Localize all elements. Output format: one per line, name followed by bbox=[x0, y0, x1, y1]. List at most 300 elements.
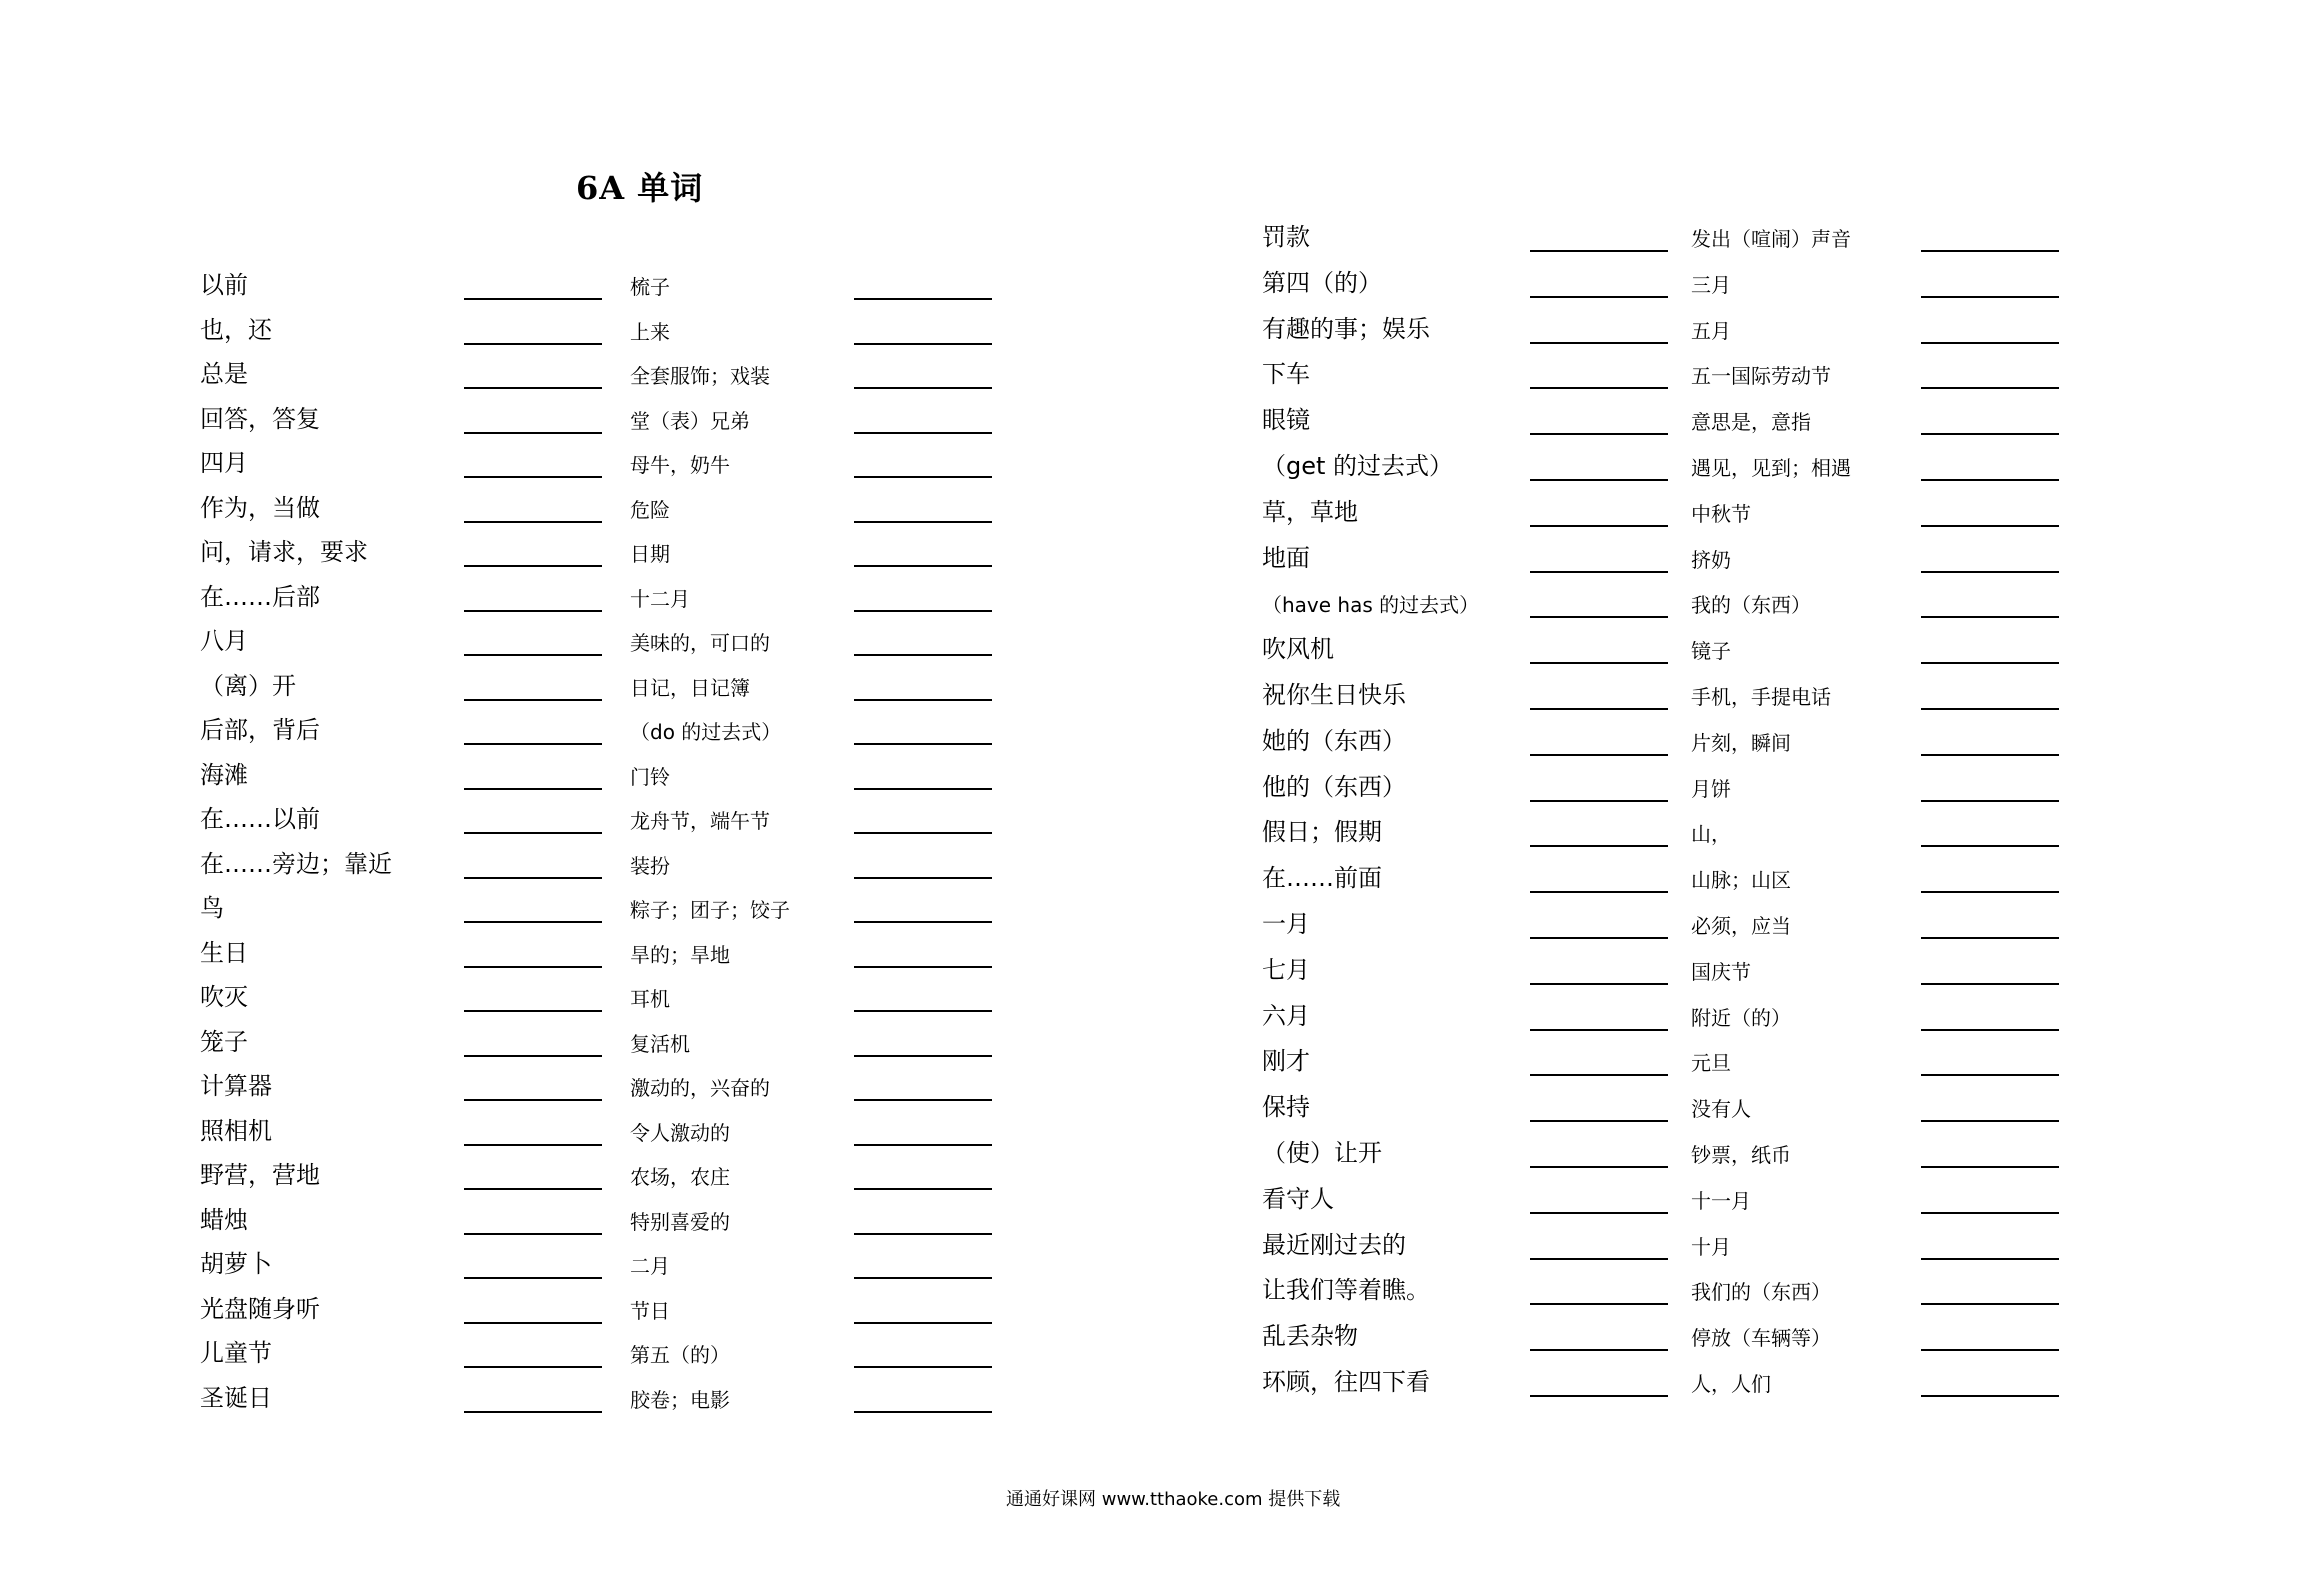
answer-blank[interactable] bbox=[854, 743, 992, 745]
answer-blank[interactable] bbox=[1530, 1395, 1668, 1397]
vocab-row bbox=[630, 934, 992, 978]
vocab-row bbox=[1262, 447, 1668, 491]
vocab-meaning: 复活机 bbox=[630, 1031, 690, 1056]
vocab-row bbox=[630, 1245, 992, 1289]
vocab-meaning: 儿童节 bbox=[200, 1339, 272, 1367]
vocab-meaning: 元旦 bbox=[1691, 1051, 1731, 1076]
vocab-row bbox=[630, 266, 992, 310]
vocab-meaning: 第四（的） bbox=[1262, 268, 1382, 297]
answer-blank[interactable] bbox=[464, 298, 602, 300]
answer-blank[interactable] bbox=[464, 1411, 602, 1413]
vocab-row bbox=[630, 444, 992, 488]
answer-blank[interactable] bbox=[854, 654, 992, 656]
answer-blank[interactable] bbox=[1921, 342, 2059, 344]
vocab-meaning: 她的（东西） bbox=[1262, 726, 1406, 755]
footer-credit: 通通好课网 www.tthaoke.com 提供下载 bbox=[1006, 1489, 1341, 1510]
vocab-meaning: 日记，日记簿 bbox=[630, 675, 750, 700]
vocab-row bbox=[200, 1334, 602, 1378]
vocab-meaning: 没有人 bbox=[1691, 1097, 1751, 1122]
vocab-row bbox=[1262, 722, 1668, 766]
vocab-row bbox=[200, 1245, 602, 1289]
vocab-row bbox=[1262, 1363, 1668, 1407]
vocab-meaning: 龙舟节，端午节 bbox=[630, 809, 770, 833]
vocab-meaning: 发出（喧闹）声音 bbox=[1691, 227, 1851, 251]
vocab-row bbox=[1691, 264, 2059, 308]
vocab-row bbox=[1262, 905, 1668, 949]
vocab-meaning: 保持 bbox=[1262, 1093, 1310, 1122]
answer-blank[interactable] bbox=[464, 654, 602, 656]
vocab-row bbox=[200, 444, 602, 488]
vocab-row bbox=[1262, 1180, 1668, 1224]
answer-blank[interactable] bbox=[854, 1144, 992, 1146]
vocab-meaning: 吹风机 bbox=[1262, 635, 1334, 664]
vocab-row bbox=[630, 845, 992, 889]
vocab-row bbox=[200, 533, 602, 577]
vocab-meaning: 山， bbox=[1691, 822, 1731, 847]
vocab-meaning: 眼镜 bbox=[1262, 406, 1310, 435]
answer-blank[interactable] bbox=[464, 565, 602, 567]
vocab-row bbox=[1691, 676, 2059, 720]
answer-blank[interactable] bbox=[1530, 1166, 1668, 1168]
vocab-meaning: 也，还 bbox=[200, 315, 272, 344]
vocab-meaning: 五月 bbox=[1691, 318, 1731, 343]
vocab-meaning: 危险 bbox=[630, 497, 670, 522]
vocab-meaning: 月饼 bbox=[1691, 776, 1731, 801]
vocab-row bbox=[1691, 1363, 2059, 1407]
vocab-meaning: 计算器 bbox=[200, 1072, 272, 1100]
vocab-row bbox=[630, 622, 992, 666]
vocab-meaning: 我的（东西） bbox=[1691, 593, 1811, 618]
vocab-row bbox=[1691, 1271, 2059, 1315]
vocab-meaning: 钞票，纸币 bbox=[1691, 1143, 1791, 1167]
vocab-row bbox=[200, 311, 602, 355]
vocab-meaning: 生日 bbox=[200, 938, 248, 967]
vocab-row bbox=[200, 756, 602, 800]
answer-blank[interactable] bbox=[1530, 1349, 1668, 1351]
vocab-row bbox=[1691, 1180, 2059, 1224]
answer-blank[interactable] bbox=[1530, 1029, 1668, 1031]
vocab-meaning: 全套服饰；戏装 bbox=[630, 364, 770, 388]
vocab-row bbox=[1262, 1134, 1668, 1178]
vocab-meaning: 十月 bbox=[1691, 1234, 1731, 1259]
vocab-row bbox=[1262, 401, 1668, 445]
vocab-row bbox=[200, 889, 602, 933]
vocab-row bbox=[1262, 630, 1668, 674]
vocab-row bbox=[1691, 447, 2059, 491]
answer-blank[interactable] bbox=[854, 1322, 992, 1324]
answer-blank[interactable] bbox=[1921, 1074, 2059, 1076]
vocab-meaning: 照相机 bbox=[200, 1116, 272, 1145]
vocab-row bbox=[200, 400, 602, 444]
vocab-meaning: 附近（的） bbox=[1691, 1005, 1791, 1030]
answer-blank[interactable] bbox=[1530, 708, 1668, 710]
vocab-meaning: 作为，当做 bbox=[200, 493, 320, 522]
vocab-meaning: 镜子 bbox=[1691, 639, 1731, 664]
vocab-row bbox=[630, 400, 992, 444]
vocab-row bbox=[630, 1379, 992, 1423]
answer-blank[interactable] bbox=[1530, 937, 1668, 939]
vocab-row bbox=[200, 1112, 602, 1156]
answer-blank[interactable] bbox=[464, 1322, 602, 1324]
vocab-meaning: 胡萝卜 bbox=[200, 1250, 272, 1278]
answer-blank[interactable] bbox=[854, 1055, 992, 1057]
vocab-row bbox=[200, 489, 602, 533]
vocab-row bbox=[1691, 584, 2059, 628]
answer-blank[interactable] bbox=[854, 610, 992, 612]
answer-blank[interactable] bbox=[1921, 1212, 2059, 1214]
answer-blank[interactable] bbox=[854, 565, 992, 567]
vocab-row bbox=[1262, 1042, 1668, 1086]
vocab-row bbox=[1262, 218, 1668, 262]
vocab-row bbox=[630, 489, 992, 533]
answer-blank[interactable] bbox=[1921, 891, 2059, 893]
answer-blank[interactable] bbox=[464, 1010, 602, 1012]
answer-blank[interactable] bbox=[854, 699, 992, 701]
vocab-row bbox=[1691, 951, 2059, 995]
vocab-row bbox=[200, 1379, 602, 1423]
answer-blank[interactable] bbox=[854, 1233, 992, 1235]
vocab-row bbox=[1691, 493, 2059, 537]
answer-blank[interactable] bbox=[1921, 1349, 2059, 1351]
vocab-row bbox=[200, 934, 602, 978]
vocab-meaning: 以前 bbox=[200, 271, 248, 299]
vocab-row bbox=[200, 355, 602, 399]
answer-blank[interactable] bbox=[854, 832, 992, 834]
vocab-meaning: 装扮 bbox=[630, 853, 670, 878]
answer-blank[interactable] bbox=[854, 966, 992, 968]
vocab-meaning: 鸟 bbox=[200, 894, 224, 922]
answer-blank[interactable] bbox=[1921, 525, 2059, 527]
vocab-meaning: （离）开 bbox=[200, 671, 296, 700]
answer-blank[interactable] bbox=[1921, 296, 2059, 298]
vocab-meaning: 在……后部 bbox=[200, 582, 320, 611]
vocab-meaning: 六月 bbox=[1262, 1001, 1310, 1030]
vocab-meaning: 门铃 bbox=[630, 764, 670, 789]
vocab-row bbox=[630, 756, 992, 800]
vocab-row bbox=[200, 578, 602, 622]
vocab-meaning: 问，请求，要求 bbox=[200, 538, 368, 566]
vocab-meaning: 停放（车辆等） bbox=[1691, 1326, 1831, 1351]
answer-blank[interactable] bbox=[464, 476, 602, 478]
answer-blank[interactable] bbox=[854, 1010, 992, 1012]
vocab-meaning: 第五（的） bbox=[630, 1343, 730, 1367]
vocab-meaning: 假日；假期 bbox=[1262, 818, 1382, 847]
vocab-meaning: 最近刚过去的 bbox=[1262, 1230, 1406, 1259]
vocab-meaning: 罚款 bbox=[1262, 223, 1310, 251]
vocab-row bbox=[200, 978, 602, 1022]
vocab-row bbox=[630, 978, 992, 1022]
answer-blank[interactable] bbox=[854, 1277, 992, 1279]
vocab-row bbox=[1691, 218, 2059, 262]
answer-blank[interactable] bbox=[1921, 662, 2059, 664]
vocab-row bbox=[1691, 997, 2059, 1041]
vocab-meaning: 他的（东西） bbox=[1262, 772, 1406, 801]
vocab-meaning: （使）让开 bbox=[1262, 1139, 1382, 1167]
answer-blank[interactable] bbox=[1530, 250, 1668, 252]
vocab-row bbox=[630, 578, 992, 622]
vocab-row bbox=[1691, 401, 2059, 445]
vocab-meaning: 后部，背后 bbox=[200, 716, 320, 744]
vocab-meaning: 圣诞日 bbox=[200, 1383, 272, 1412]
vocab-meaning: 我们的（东西） bbox=[1691, 1280, 1831, 1305]
vocab-row bbox=[1262, 1088, 1668, 1132]
vocab-row bbox=[1262, 859, 1668, 903]
answer-blank[interactable] bbox=[1921, 845, 2059, 847]
vocab-meaning: 山脉；山区 bbox=[1691, 868, 1791, 893]
vocab-meaning: 节日 bbox=[630, 1298, 670, 1323]
vocab-meaning: 十一月 bbox=[1691, 1188, 1751, 1213]
vocab-meaning: 一月 bbox=[1262, 910, 1310, 938]
answer-blank[interactable] bbox=[464, 343, 602, 345]
vocab-meaning: 总是 bbox=[200, 360, 248, 388]
vocab-row bbox=[1691, 1134, 2059, 1178]
vocab-row bbox=[1262, 768, 1668, 812]
vocab-row bbox=[630, 533, 992, 577]
vocab-meaning: 耳机 bbox=[630, 987, 670, 1011]
answer-blank[interactable] bbox=[1530, 1120, 1668, 1122]
vocab-row bbox=[200, 800, 602, 844]
page-title: 6A 单词 bbox=[576, 169, 704, 207]
vocab-meaning: 在……旁边；靠近 bbox=[200, 849, 392, 878]
answer-blank[interactable] bbox=[1921, 387, 2059, 389]
answer-blank[interactable] bbox=[464, 877, 602, 879]
answer-blank[interactable] bbox=[1530, 662, 1668, 664]
vocab-row bbox=[1262, 1317, 1668, 1361]
vocab-meaning: 挤奶 bbox=[1691, 547, 1731, 572]
vocab-row bbox=[630, 667, 992, 711]
vocab-meaning: 吹灭 bbox=[200, 983, 248, 1011]
vocab-meaning: 农场，农庄 bbox=[630, 1165, 730, 1189]
answer-blank[interactable] bbox=[1921, 1166, 2059, 1168]
vocab-meaning: 堂（表）兄弟 bbox=[630, 408, 750, 433]
vocab-meaning: 二月 bbox=[630, 1254, 670, 1278]
vocab-meaning: 国庆节 bbox=[1691, 959, 1751, 984]
vocab-row bbox=[630, 711, 992, 755]
answer-blank[interactable] bbox=[1530, 1303, 1668, 1305]
vocab-row bbox=[1691, 1317, 2059, 1361]
answer-blank[interactable] bbox=[1921, 983, 2059, 985]
answer-blank[interactable] bbox=[1921, 1258, 2059, 1260]
answer-blank[interactable] bbox=[854, 432, 992, 434]
vocab-row bbox=[200, 667, 602, 711]
vocab-meaning: （get 的过去式） bbox=[1262, 452, 1454, 480]
answer-blank[interactable] bbox=[464, 1144, 602, 1146]
vocab-row bbox=[630, 1156, 992, 1200]
vocab-meaning: 三月 bbox=[1691, 272, 1731, 297]
vocab-meaning: 笼子 bbox=[200, 1027, 248, 1056]
answer-blank[interactable] bbox=[854, 476, 992, 478]
vocab-row bbox=[1262, 539, 1668, 583]
answer-blank[interactable] bbox=[1530, 800, 1668, 802]
vocab-meaning: 回答，答复 bbox=[200, 404, 320, 433]
answer-blank[interactable] bbox=[464, 832, 602, 834]
vocab-meaning: 母牛，奶牛 bbox=[630, 453, 730, 477]
vocab-row bbox=[630, 311, 992, 355]
vocab-meaning: 日期 bbox=[630, 542, 670, 566]
vocab-row bbox=[1691, 630, 2059, 674]
vocab-meaning: 看守人 bbox=[1262, 1184, 1334, 1213]
answer-blank[interactable] bbox=[854, 1099, 992, 1101]
answer-blank[interactable] bbox=[854, 1366, 992, 1368]
vocab-meaning: 在……前面 bbox=[1262, 864, 1382, 893]
vocab-row bbox=[200, 266, 602, 310]
answer-blank[interactable] bbox=[464, 610, 602, 612]
vocab-row bbox=[630, 1112, 992, 1156]
vocab-meaning: 令人激动的 bbox=[630, 1120, 730, 1145]
answer-blank[interactable] bbox=[1530, 891, 1668, 893]
answer-blank[interactable] bbox=[464, 387, 602, 389]
vocab-row bbox=[1262, 997, 1668, 1041]
answer-blank[interactable] bbox=[1530, 1258, 1668, 1260]
vocab-row bbox=[630, 800, 992, 844]
vocab-meaning: 祝你生日快乐 bbox=[1262, 681, 1406, 709]
answer-blank[interactable] bbox=[1530, 983, 1668, 985]
answer-blank[interactable] bbox=[1921, 250, 2059, 252]
vocab-meaning: 光盘随身听 bbox=[200, 1294, 320, 1323]
answer-blank[interactable] bbox=[464, 1188, 602, 1190]
vocab-meaning: 胶卷；电影 bbox=[630, 1387, 730, 1412]
vocab-row bbox=[200, 1067, 602, 1111]
vocab-row bbox=[1691, 1226, 2059, 1270]
vocab-meaning: 海滩 bbox=[200, 760, 248, 789]
answer-blank[interactable] bbox=[1921, 433, 2059, 435]
answer-blank[interactable] bbox=[854, 387, 992, 389]
answer-blank[interactable] bbox=[464, 1099, 602, 1101]
answer-blank[interactable] bbox=[1530, 616, 1668, 618]
answer-blank[interactable] bbox=[854, 1188, 992, 1190]
vocab-meaning: 八月 bbox=[200, 627, 248, 655]
vocab-row bbox=[1262, 951, 1668, 995]
vocab-row bbox=[1262, 355, 1668, 399]
vocab-meaning: 野营，营地 bbox=[200, 1161, 320, 1189]
vocab-row bbox=[630, 1023, 992, 1067]
answer-blank[interactable] bbox=[1530, 845, 1668, 847]
answer-blank[interactable] bbox=[1921, 479, 2059, 481]
vocab-meaning: 意思是，意指 bbox=[1691, 410, 1811, 435]
vocab-row bbox=[200, 1201, 602, 1245]
vocab-row bbox=[1262, 310, 1668, 354]
vocab-meaning: 地面 bbox=[1262, 543, 1310, 572]
answer-blank[interactable] bbox=[854, 1411, 992, 1413]
answer-blank[interactable] bbox=[464, 1055, 602, 1057]
vocab-meaning: 七月 bbox=[1262, 955, 1310, 984]
vocab-row bbox=[1691, 768, 2059, 812]
answer-blank[interactable] bbox=[1921, 937, 2059, 939]
vocab-meaning: 蜡烛 bbox=[200, 1205, 248, 1234]
vocab-meaning: 激动的，兴奋的 bbox=[630, 1076, 770, 1100]
answer-blank[interactable] bbox=[464, 699, 602, 701]
answer-blank[interactable] bbox=[854, 788, 992, 790]
vocab-row bbox=[200, 622, 602, 666]
answer-blank[interactable] bbox=[1921, 754, 2059, 756]
vocab-meaning: 草，草地 bbox=[1262, 497, 1358, 526]
vocab-row bbox=[1262, 676, 1668, 720]
answer-blank[interactable] bbox=[464, 1366, 602, 1368]
vocab-meaning: 粽子；团子；饺子 bbox=[630, 898, 790, 922]
answer-blank[interactable] bbox=[1530, 433, 1668, 435]
vocab-row bbox=[630, 1201, 992, 1245]
answer-blank[interactable] bbox=[464, 921, 602, 923]
answer-blank[interactable] bbox=[854, 921, 992, 923]
answer-blank[interactable] bbox=[1921, 1395, 2059, 1397]
vocab-meaning: 刚才 bbox=[1262, 1047, 1310, 1076]
answer-blank[interactable] bbox=[1921, 616, 2059, 618]
answer-blank[interactable] bbox=[1921, 1120, 2059, 1122]
vocab-row bbox=[200, 845, 602, 889]
vocab-row bbox=[1691, 1042, 2059, 1086]
vocab-meaning: 旱的；旱地 bbox=[630, 942, 730, 967]
answer-blank[interactable] bbox=[1921, 708, 2059, 710]
answer-blank[interactable] bbox=[1530, 1074, 1668, 1076]
vocab-meaning: （do 的过去式） bbox=[630, 720, 782, 744]
answer-blank[interactable] bbox=[1530, 296, 1668, 298]
vocab-row bbox=[630, 1334, 992, 1378]
vocab-meaning: 下车 bbox=[1262, 360, 1310, 389]
answer-blank[interactable] bbox=[464, 966, 602, 968]
vocab-meaning: 梳子 bbox=[630, 275, 670, 299]
answer-blank[interactable] bbox=[1530, 1212, 1668, 1214]
answer-blank[interactable] bbox=[854, 877, 992, 879]
vocab-meaning: 乱丢杂物 bbox=[1262, 1322, 1358, 1351]
vocab-row bbox=[1262, 584, 1668, 628]
vocab-row bbox=[630, 889, 992, 933]
vocab-row bbox=[1262, 813, 1668, 857]
vocab-meaning: 必须，应当 bbox=[1691, 914, 1791, 938]
answer-blank[interactable] bbox=[464, 432, 602, 434]
vocab-meaning: 有趣的事；娱乐 bbox=[1262, 314, 1430, 343]
answer-blank[interactable] bbox=[1921, 571, 2059, 573]
answer-blank[interactable] bbox=[854, 521, 992, 523]
answer-blank[interactable] bbox=[464, 1233, 602, 1235]
vocab-meaning: 上来 bbox=[630, 319, 670, 344]
vocab-meaning: 环顾，往四下看 bbox=[1262, 1368, 1430, 1396]
vocab-row bbox=[630, 1067, 992, 1111]
answer-blank[interactable] bbox=[1921, 800, 2059, 802]
vocab-row bbox=[1691, 1088, 2059, 1132]
answer-blank[interactable] bbox=[464, 1277, 602, 1279]
answer-blank[interactable] bbox=[854, 343, 992, 345]
vocab-meaning: 遇见，见到；相遇 bbox=[1691, 456, 1851, 480]
vocab-meaning: 美味的，可口的 bbox=[630, 631, 770, 655]
vocab-meaning: 手机，手提电话 bbox=[1691, 685, 1831, 709]
answer-blank[interactable] bbox=[1530, 342, 1668, 344]
answer-blank[interactable] bbox=[1921, 1029, 2059, 1031]
vocab-meaning: 特别喜爱的 bbox=[630, 1209, 730, 1234]
answer-blank[interactable] bbox=[1530, 571, 1668, 573]
answer-blank[interactable] bbox=[1530, 754, 1668, 756]
vocab-row bbox=[200, 1156, 602, 1200]
vocab-row bbox=[1262, 264, 1668, 308]
vocab-row bbox=[200, 1023, 602, 1067]
vocab-row bbox=[1691, 722, 2059, 766]
vocab-row bbox=[630, 1290, 992, 1334]
vocab-row bbox=[1691, 859, 2059, 903]
vocab-row bbox=[630, 355, 992, 399]
vocab-meaning: （have has 的过去式） bbox=[1262, 593, 1480, 618]
answer-blank[interactable] bbox=[854, 298, 992, 300]
answer-blank[interactable] bbox=[464, 521, 602, 523]
vocab-meaning: 在……以前 bbox=[200, 805, 320, 833]
answer-blank[interactable] bbox=[464, 788, 602, 790]
vocab-row bbox=[1691, 539, 2059, 583]
answer-blank[interactable] bbox=[1530, 387, 1668, 389]
answer-blank[interactable] bbox=[1530, 479, 1668, 481]
answer-blank[interactable] bbox=[1530, 525, 1668, 527]
answer-blank[interactable] bbox=[464, 743, 602, 745]
answer-blank[interactable] bbox=[1921, 1303, 2059, 1305]
vocab-meaning: 十二月 bbox=[630, 586, 690, 611]
vocab-row bbox=[1262, 1271, 1668, 1315]
